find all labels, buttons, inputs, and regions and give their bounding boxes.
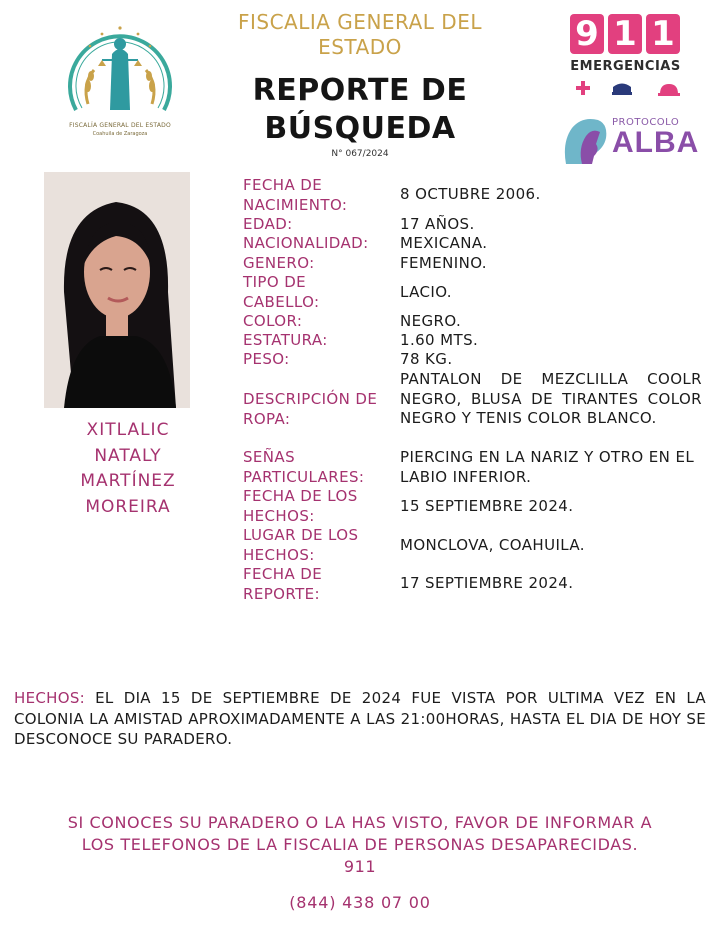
hechos-text: EL DIA 15 DE SEPTIEMBRE DE 2024 FUE VISTA POR ULTIMA VEZ EN LA COLONIA LA AMISTAD APROXIMADAMENTE A LAS 21:00HORAS, HASTA EL DIA DE HOY SE DESCONOCE SU PARADERO.: [14, 689, 706, 748]
contact-phone: (844) 438 07 00: [289, 893, 431, 912]
report-title-line-1: REPORTE DE: [252, 73, 468, 108]
birth-date-label: [243, 176, 393, 215]
marks-label: [243, 448, 393, 487]
emergency-services-icons: [568, 77, 683, 101]
birth-date-label-line-2: NACIMIENTO:: [243, 195, 348, 214]
birth-date-value: 8 OCTUBRE 2006.: [400, 185, 541, 203]
digit-9: 9: [570, 14, 604, 54]
event-date-label: [243, 487, 393, 526]
nationality-value: MEXICANA.: [400, 234, 488, 252]
weight-value: 78 KG.: [400, 350, 453, 368]
name-line-3: MARTÍNEZ: [80, 471, 176, 491]
police-cap-icon: [612, 84, 632, 96]
birth-date-label-line-1: FECHA DE: [243, 176, 323, 194]
fiscalia-logo: [58, 14, 182, 144]
digit-1-second: 1: [646, 14, 680, 54]
hair-type-label-line-1: TIPO DE: [243, 273, 307, 291]
color-label: COLOR:: [243, 312, 303, 330]
name-line-4: MOREIRA: [85, 496, 171, 517]
report-date-label-line-2: REPORTE:: [243, 584, 320, 603]
name-line-1: XITLALIC: [86, 420, 170, 440]
report-title: [200, 72, 520, 148]
portrait-image: [44, 172, 190, 408]
weight-label: PESO:: [243, 350, 290, 368]
clothing-value: PANTALON DE MEZCLILLA COOLR NEGRO, BLUSA DE TIRANTES COLOR NEGRO Y TENIS COLOR BLANCO.: [400, 370, 702, 427]
gender-value: FEMENINO.: [400, 254, 487, 272]
cta-line-3: 911: [343, 857, 377, 876]
hair-type-label-line-2: CABELLO:: [243, 292, 320, 311]
event-date-label-line-2: HECHOS:: [243, 506, 315, 525]
event-place-label-line-2: HECHOS:: [243, 545, 315, 564]
report-date-value: 17 SEPTIEMBRE 2024.: [400, 574, 574, 592]
hair-type-value: LACIO.: [400, 283, 452, 301]
alba-profile-icon: [560, 114, 612, 166]
report-title-line-2: BÚSQUEDA: [264, 111, 456, 146]
digit-1: 1: [608, 14, 642, 54]
marks-value: PIERCING EN LA NARIZ Y OTRO EN EL LABIO INFERIOR.: [400, 448, 695, 486]
report-number: N° 067/2024: [331, 149, 389, 159]
marks-label-line-2: PARTICULARES:: [243, 467, 365, 486]
name-line-2: NATALY: [94, 445, 162, 466]
report-date-label-line-1: FECHA DE: [243, 565, 323, 583]
hair-type-label: [243, 273, 393, 312]
nationality-label: NACIONALIDAD:: [243, 234, 369, 252]
gender-label: GENERO:: [243, 254, 315, 272]
protocolo-alba-logo: [560, 114, 700, 166]
person-name: [60, 418, 196, 520]
clothing-label: [243, 390, 393, 429]
event-place-value: MONCLOVA, COAHUILA.: [400, 536, 585, 554]
emergency-label: EMERGENCIAS: [570, 59, 681, 74]
clothing-label-line-1: DESCRIPCIÓN DE: [243, 390, 378, 408]
clothing-label-line-2: ROPA:: [243, 409, 291, 428]
age-value: 17 AÑOS.: [400, 215, 475, 233]
alba-prefix: PROTOCOLO: [612, 117, 680, 128]
height-value: 1.60 MTS.: [400, 331, 479, 349]
justice-emblem-icon: [58, 14, 182, 122]
fire-helmet-icon: [658, 84, 680, 96]
missing-person-photo: [44, 172, 190, 408]
cta-line-1: SI CONOCES SU PARADERO O LA HAS VISTO, FAVOR DE INFORMAR A: [67, 813, 653, 832]
cta-line-2: LOS TELEFONOS DE LA FISCALIA DE PERSONAS DESAPARECIDAS.: [81, 835, 639, 854]
medical-cross-icon: [576, 81, 590, 95]
event-place-label: [243, 526, 393, 565]
agency-name: [200, 10, 520, 60]
hechos-paragraph: [14, 688, 706, 750]
call-to-action: [14, 812, 706, 878]
marks-label-line-1: SEÑAS: [243, 448, 296, 466]
height-label: ESTATURA:: [243, 331, 328, 349]
fiscalia-caption: FISCALÍA GENERAL DEL ESTADO: [69, 122, 171, 129]
event-date-label-line-1: FECHA DE LOS: [243, 487, 358, 505]
color-value: NEGRO.: [400, 312, 462, 330]
event-place-label-line-1: LUGAR DE LOS: [243, 526, 359, 544]
state-caption: Coahuila de Zaragoza: [92, 131, 148, 137]
report-date-label: [243, 565, 393, 604]
agency-line-1: FISCALIA GENERAL DEL: [237, 10, 482, 34]
hechos-label: HECHOS:: [14, 689, 85, 707]
alba-name: ALBA: [612, 126, 700, 159]
agency-line-2: ESTADO: [318, 35, 402, 59]
age-label: EDAD:: [243, 215, 293, 233]
event-date-value: 15 SEPTIEMBRE 2024.: [400, 497, 574, 515]
emergency-911-logo: [568, 14, 683, 104]
